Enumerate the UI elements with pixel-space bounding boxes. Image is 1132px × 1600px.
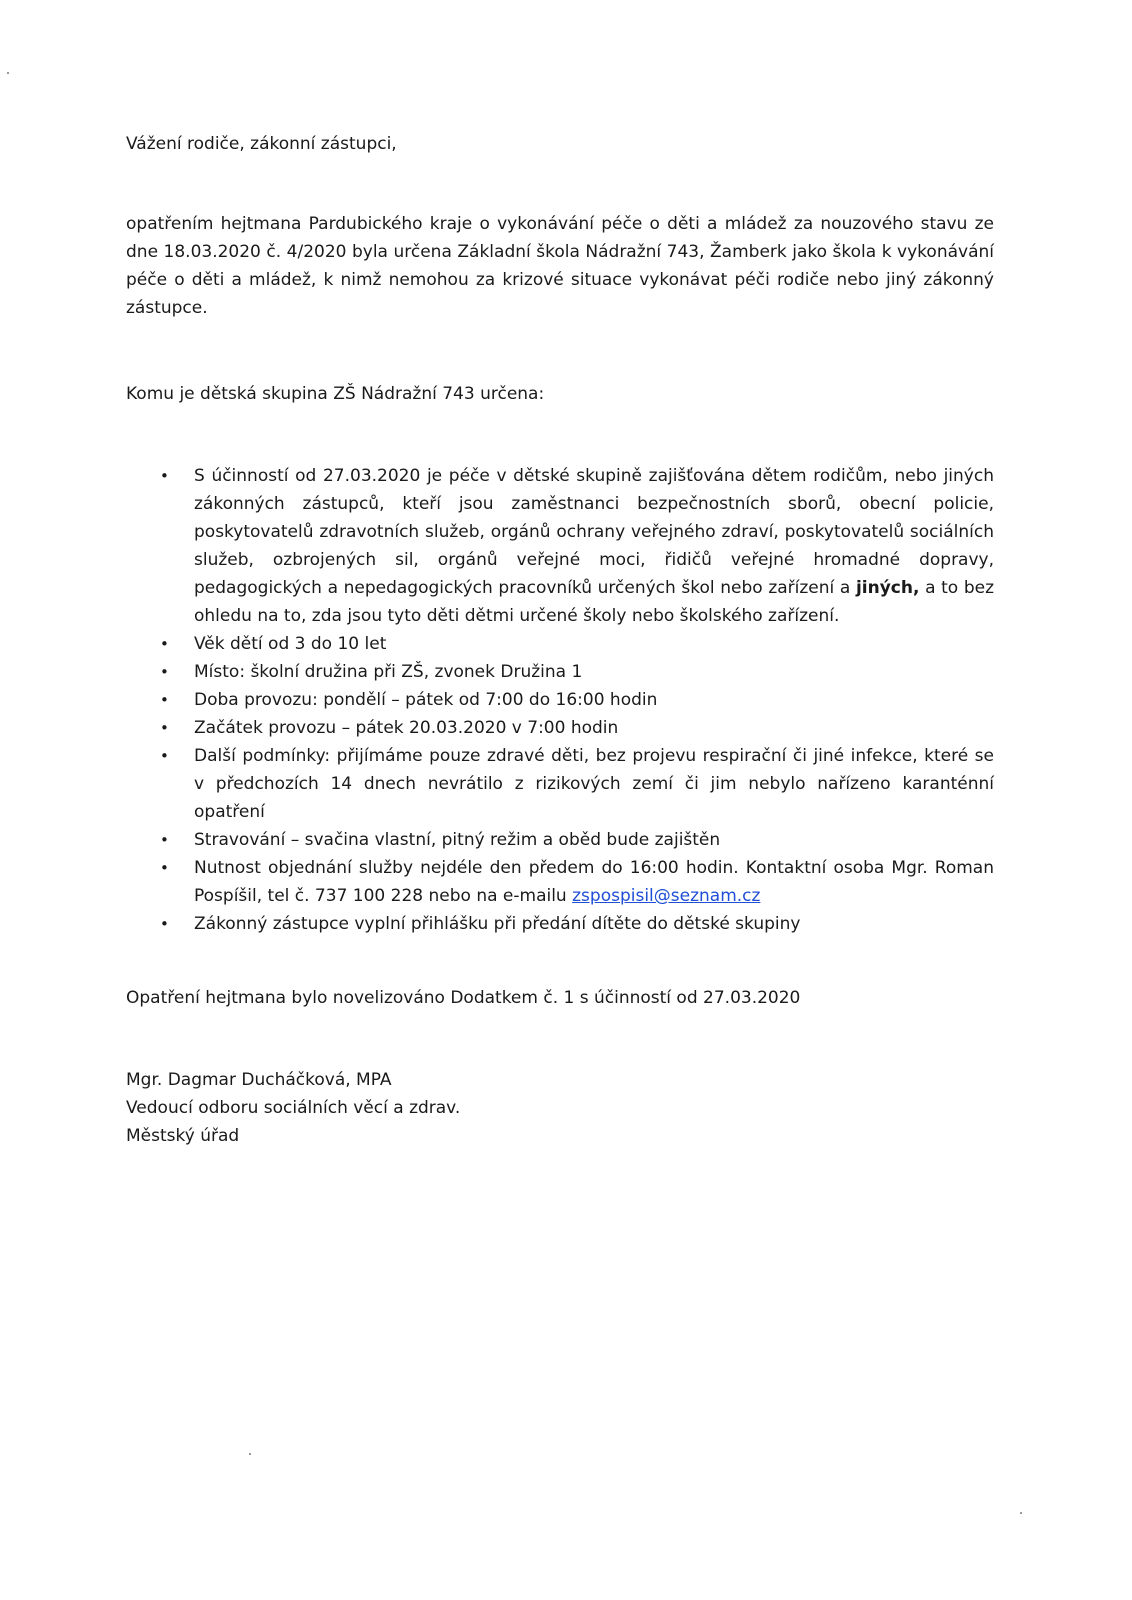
list-item-hours bbox=[126, 686, 994, 714]
list-item-age bbox=[126, 630, 994, 658]
eligibility-text-end: a to bez ohledu na to, zda jsou tyto děti dětmi určené školy nebo školského zařízení. bbox=[194, 578, 995, 626]
signatory-name: Mgr. Dagmar Ducháčková, MPA bbox=[126, 1070, 392, 1090]
salutation: Vážení rodiče, zákonní zástupci, bbox=[126, 134, 397, 154]
eligibility-text: S účinností od 27.03.2020 je péče v dětské skupině zajišťována dětem rodičům, nebo jiných zákonných zástupců, kteří jsou zaměstnanci bezpečnostních sborů, obecní policie, poskytovatelů zdravotních služeb, orgánů ochrany veřejného zdraví, poskytovatelů sociálních služeb, ozbrojených sil, orgánů veřejné moci, řidičů veřejné hromadné dopravy, pedagogických a nepedagogických pracovníků určených škol nebo zařízení a bbox=[194, 466, 994, 598]
list-item-eligibility bbox=[126, 462, 994, 630]
signature-block bbox=[126, 1066, 994, 1150]
list-item-conditions bbox=[126, 742, 994, 826]
scan-speck bbox=[1020, 1512, 1022, 1514]
scan-speck bbox=[7, 72, 9, 74]
list-item-meals bbox=[126, 826, 994, 854]
bullet-icon: • bbox=[160, 859, 169, 877]
list-item-place bbox=[126, 658, 994, 686]
place-text: Místo: školní družina při ZŠ, zvonek Družina 1 bbox=[194, 662, 583, 682]
bullet-icon: • bbox=[160, 915, 169, 933]
bullet-icon: • bbox=[160, 719, 169, 737]
list-item-start bbox=[126, 714, 994, 742]
closing-note: Opatření hejtmana bylo novelizováno Dodatkem č. 1 s účinností od 27.03.2020 bbox=[126, 988, 801, 1008]
bullet-icon: • bbox=[160, 691, 169, 709]
scan-speck bbox=[249, 1453, 251, 1455]
eligibility-bold-text: jiných, bbox=[855, 578, 920, 598]
intro-paragraph: opatřením hejtmana Pardubického kraje o vykonávání péče o děti a mládež za nouzového stavu ze dne 18.03.2020 č. 4/2020 byla určena Základní škola Nádražní 743, Žamberk jako škola k vykonávání péče o děti a mládež, k nimž nemohou za krizové situace vykonávat péči rodiče nebo jiný zákonný zástupce. bbox=[126, 214, 994, 318]
application-text: Zákonný zástupce vyplní přihlášku při předání dítěte do dětské skupiny bbox=[194, 914, 801, 934]
bullet-icon: • bbox=[160, 747, 169, 765]
email-link[interactable]: zspospisil@seznam.cz bbox=[572, 886, 761, 906]
list-item-application bbox=[126, 910, 994, 938]
signatory-position: Vedoucí odboru sociálních věcí a zdrav. bbox=[126, 1098, 461, 1118]
hours-text: Doba provozu: pondělí – pátek od 7:00 do 16:00 hodin bbox=[194, 690, 658, 710]
conditions-text: Další podmínky: přijímáme pouze zdravé děti, bez projevu respirační či jiné infekce, které se v předchozích 14 dnech nevrátilo z rizikových zemí či jim nebylo nařízeno karanténní opatření bbox=[194, 746, 994, 822]
meals-text: Stravování – svačina vlastní, pitný režim a oběd bude zajištěn bbox=[194, 830, 721, 850]
start-text: Začátek provozu – pátek 20.03.2020 v 7:00 hodin bbox=[194, 718, 619, 738]
bullet-icon: • bbox=[160, 831, 169, 849]
signatory-office: Městský úřad bbox=[126, 1126, 240, 1146]
conditions-list bbox=[126, 462, 994, 938]
bullet-icon: • bbox=[160, 467, 169, 485]
bullet-icon: • bbox=[160, 635, 169, 653]
list-item-contact bbox=[126, 854, 994, 910]
age-text: Věk dětí od 3 do 10 let bbox=[194, 634, 387, 654]
section-heading: Komu je dětská skupina ZŠ Nádražní 743 určena: bbox=[126, 384, 545, 404]
contact-text: Nutnost objednání služby nejdéle den předem do 16:00 hodin. Kontaktní osoba Mgr. Roman Pospíšil, tel č. 737 100 228 nebo na e-mailu bbox=[194, 858, 994, 906]
bullet-icon: • bbox=[160, 663, 169, 681]
